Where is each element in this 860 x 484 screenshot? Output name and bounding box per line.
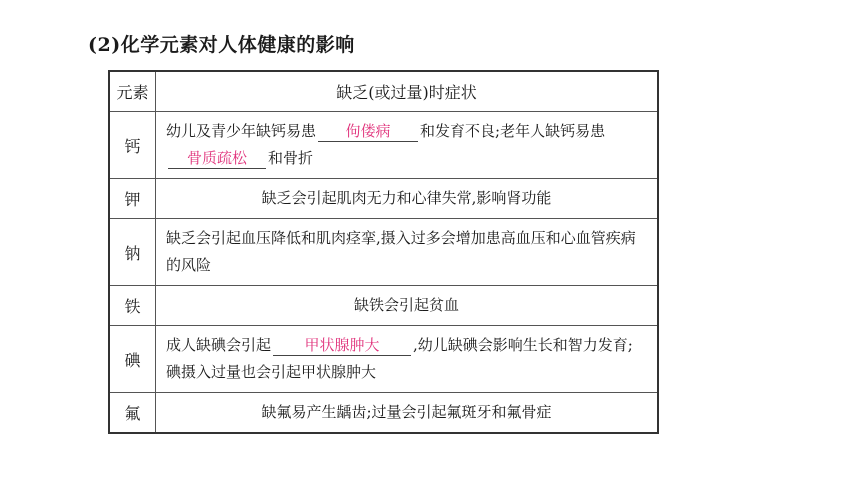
table-row (109, 112, 658, 179)
table-body (109, 112, 658, 434)
symptom-cell (156, 326, 659, 393)
section-heading: (2)化学元素对人体健康的影响 (88, 34, 355, 56)
symptom-text: 和发育不良;老年人缺钙易患 (420, 122, 606, 140)
table-row (109, 219, 658, 286)
table-row (109, 179, 658, 219)
element-cell: 碘 (109, 326, 156, 393)
column-header-symptoms: 缺乏(或过量)时症状 (156, 71, 659, 112)
element-cell: 钾 (109, 179, 156, 219)
symptom-cell (156, 219, 659, 286)
symptom-cell (156, 393, 659, 434)
element-health-table (108, 70, 659, 434)
element-cell: 铁 (109, 286, 156, 326)
symptom-cell (156, 286, 659, 326)
table-header-row (109, 71, 658, 112)
symptom-text: 成人缺碘会引起 (166, 336, 272, 354)
table-row (109, 286, 658, 326)
symptom-cell (156, 112, 659, 179)
symptom-cell (156, 179, 659, 219)
symptom-text: 缺乏会引起血压降低和肌肉痉挛,摄入过多会增加患高血压和心血管疾病的风险 (166, 229, 636, 274)
symptom-text: 缺氟易产生龋齿;过量会引起氟斑牙和氟骨症 (261, 403, 552, 421)
symptom-text: 缺乏会引起肌肉无力和心律失常,影响肾功能 (261, 189, 552, 207)
table-row (109, 393, 658, 434)
answer-blank: 甲状腺肿大 (273, 335, 411, 356)
symptom-text: 幼儿及青少年缺钙易患 (166, 122, 317, 140)
answer-blank: 佝偻病 (318, 121, 418, 142)
symptom-text: 和骨折 (268, 149, 314, 167)
table-row (109, 326, 658, 393)
column-header-element: 元素 (109, 71, 156, 112)
symptom-text: 缺铁会引起贫血 (353, 296, 459, 314)
element-cell: 钠 (109, 219, 156, 286)
symptom-text: ,幼儿缺碘会影响生长和智力发育;碘摄入过量也会引起甲状腺肿大 (166, 336, 633, 381)
element-cell: 钙 (109, 112, 156, 179)
answer-blank: 骨质疏松 (168, 148, 266, 169)
element-cell: 氟 (109, 393, 156, 434)
